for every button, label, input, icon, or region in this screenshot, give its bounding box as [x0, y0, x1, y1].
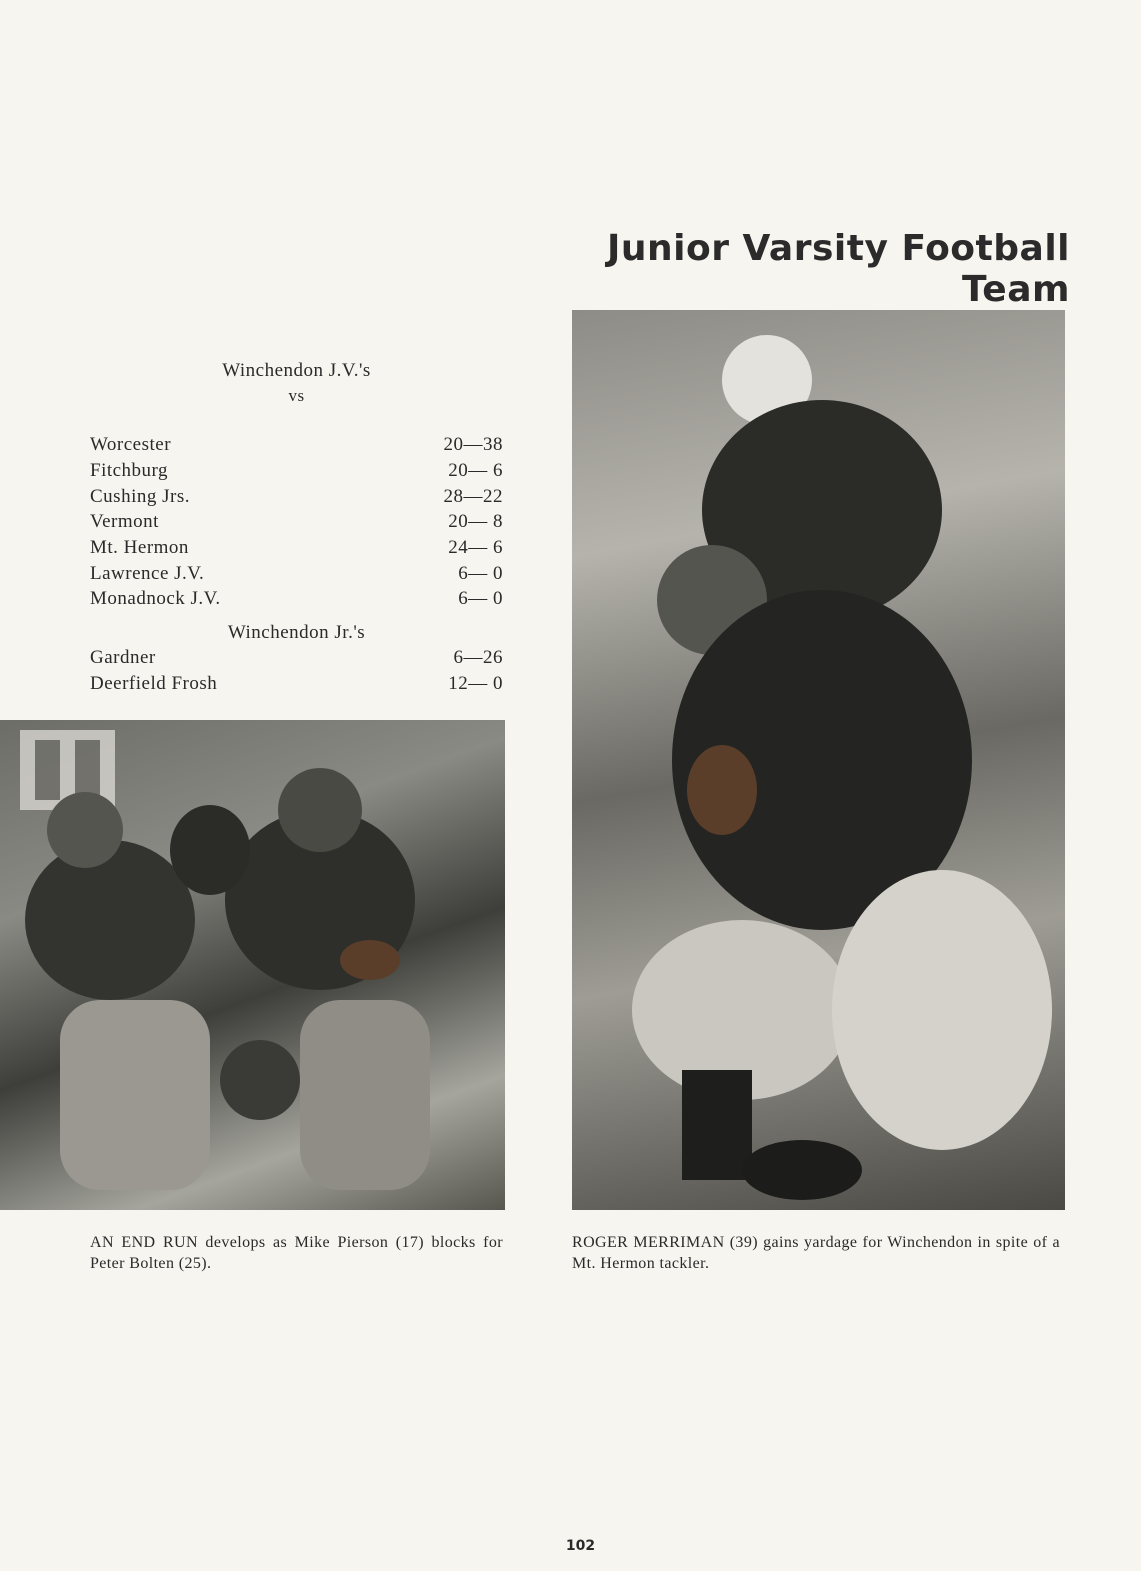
game-opponent: Mt. Hermon	[90, 537, 189, 558]
game-score: 20— 6	[448, 460, 503, 481]
game-row	[90, 563, 503, 589]
end-run-photo	[0, 720, 505, 1210]
merriman-caption: ROGER MERRIMAN (39) gains yardage for Winchendon in spite of a Mt. Hermon tackler.	[572, 1234, 1060, 1272]
game-row	[90, 673, 503, 699]
merriman-tackle-photo	[572, 310, 1065, 1210]
game-score: 6— 0	[458, 563, 503, 584]
game-opponent: Worcester	[90, 434, 172, 455]
game-opponent: Cushing Jrs.	[90, 486, 190, 507]
game-row	[90, 434, 503, 460]
game-row	[90, 460, 503, 486]
game-row	[90, 511, 503, 537]
game-row	[90, 486, 503, 512]
game-score: 20— 8	[448, 511, 503, 532]
schedule-vs: vs	[288, 386, 305, 405]
game-row	[90, 588, 503, 614]
schedule-header-jr: Winchendon Jr.'s	[227, 622, 366, 643]
game-score: 6— 0	[458, 588, 503, 609]
game-score: 28—22	[443, 486, 503, 507]
game-opponent: Vermont	[90, 511, 159, 532]
schedule-header-jv: Winchendon J.V.'s	[222, 360, 371, 381]
game-row	[90, 647, 503, 673]
game-score: 6—26	[453, 647, 503, 668]
page-title: Junior Varsity Football Team	[607, 228, 1070, 310]
game-score: 24— 6	[448, 537, 503, 558]
page-number: 102	[565, 1538, 596, 1554]
game-score: 12— 0	[448, 673, 503, 694]
game-row	[90, 537, 503, 563]
game-score: 20—38	[443, 434, 503, 455]
game-opponent: Gardner	[90, 647, 156, 668]
game-opponent: Monadnock J.V.	[90, 588, 221, 609]
end-run-caption: AN END RUN develops as Mike Pierson (17) blocks for Peter Bolten (25).	[90, 1234, 503, 1272]
game-opponent: Lawrence J.V.	[90, 563, 205, 584]
game-opponent: Fitchburg	[90, 460, 169, 481]
game-opponent: Deerfield Frosh	[90, 673, 218, 694]
